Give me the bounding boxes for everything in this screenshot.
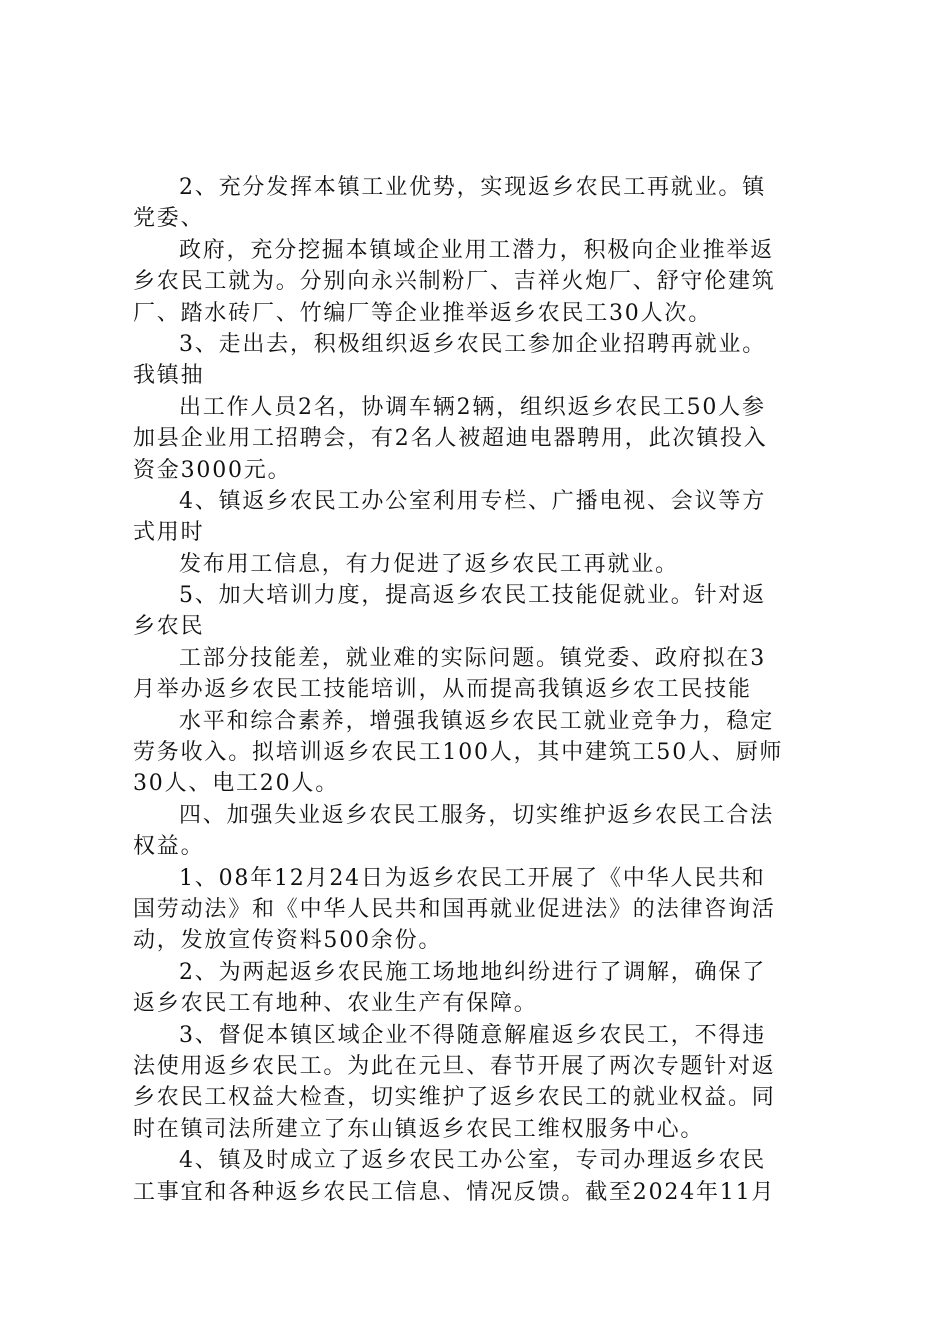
text-line: 月举办返乡农民工技能培训，从而提高我镇返乡农工民技能 [133, 677, 752, 703]
text-line: 发布用工信息，有力促进了返乡农民工再就业。 [179, 551, 679, 577]
text-line: 政府，充分挖掘本镇域企业用工潜力，积极向企业推举返 [179, 237, 775, 263]
text-line: 5、加大培训力度，提高返乡农民工技能促就业。针对返 [179, 583, 766, 609]
text-line: 资金3000元。 [133, 457, 292, 483]
text-line: 返乡农民工有地种、农业生产有保障。 [133, 991, 538, 1017]
text-line: 2、为两起返乡农民施工场地地纠纷进行了调解，确保了 [179, 959, 766, 985]
text-line: 工部分技能差，就业难的实际问题。镇党委、政府拟在3 [179, 645, 766, 671]
text-line: 工事宜和各种返乡农民工信息、情况反馈。截至2024年11月 [133, 1179, 776, 1205]
text-line: 乡农民 [133, 614, 205, 640]
text-line: 水平和综合素养，增强我镇返乡农民工就业竞争力，稳定 [179, 708, 775, 734]
text-line: 动，发放宣传资料500余份。 [133, 928, 443, 954]
text-line: 3、走出去，积极组织返乡农民工参加企业招聘再就业。 [179, 331, 766, 357]
text-line: 国劳动法》和《中华人民共和国再就业促进法》的法律咨询活 [133, 896, 776, 922]
text-line: 30人、电工20人。 [133, 771, 339, 797]
text-line: 4、镇及时成立了返乡农民工办公室，专司办理返乡农民 [179, 1148, 766, 1174]
text-line: 劳务收入。拟培训返乡农民工100人，其中建筑工50人、厨师 [133, 740, 784, 766]
text-line: 4、镇返乡农民工办公室利用专栏、广播电视、会议等方 [179, 488, 766, 514]
text-line: 厂、踏水砖厂、竹编厂等企业推举返乡农民工30人次。 [133, 300, 712, 326]
text-line: 3、督促本镇区域企业不得随意解雇返乡农民工，不得违 [179, 1022, 766, 1048]
text-line: 1、08年12月24日为返乡农民工开展了《中华人民共和 [179, 865, 766, 891]
document-body [133, 172, 833, 1208]
text-line: 出工作人员2名，协调车辆2辆，组织返乡农民工50人参 [179, 394, 766, 420]
text-line: 党委、 [133, 206, 205, 232]
text-line: 权益。 [133, 834, 205, 860]
text-line: 四、加强失业返乡农民工服务，切实维护返乡农民工合法 [179, 802, 775, 828]
text-line: 乡农民工就为。分别向永兴制粉厂、吉祥火炮厂、舒守伦建筑 [133, 269, 776, 295]
text-line: 时在镇司法所建立了东山镇返乡农民工维权服务中心。 [133, 1116, 705, 1142]
text-line: 加县企业用工招聘会，有2名人被超迪电器聘用，此次镇投入 [133, 426, 768, 452]
text-line: 2、充分发挥本镇工业优势，实现返乡农民工再就业。镇 [179, 175, 766, 200]
text-line: 我镇抽 [133, 363, 205, 389]
text-line: 法使用返乡农民工。为此在元旦、春节开展了两次专题针对返 [133, 1053, 776, 1079]
text-line: 式用时 [133, 520, 205, 546]
text-line: 乡农民工权益大检查，切实维护了返乡农民工的就业权益。同 [133, 1085, 776, 1111]
